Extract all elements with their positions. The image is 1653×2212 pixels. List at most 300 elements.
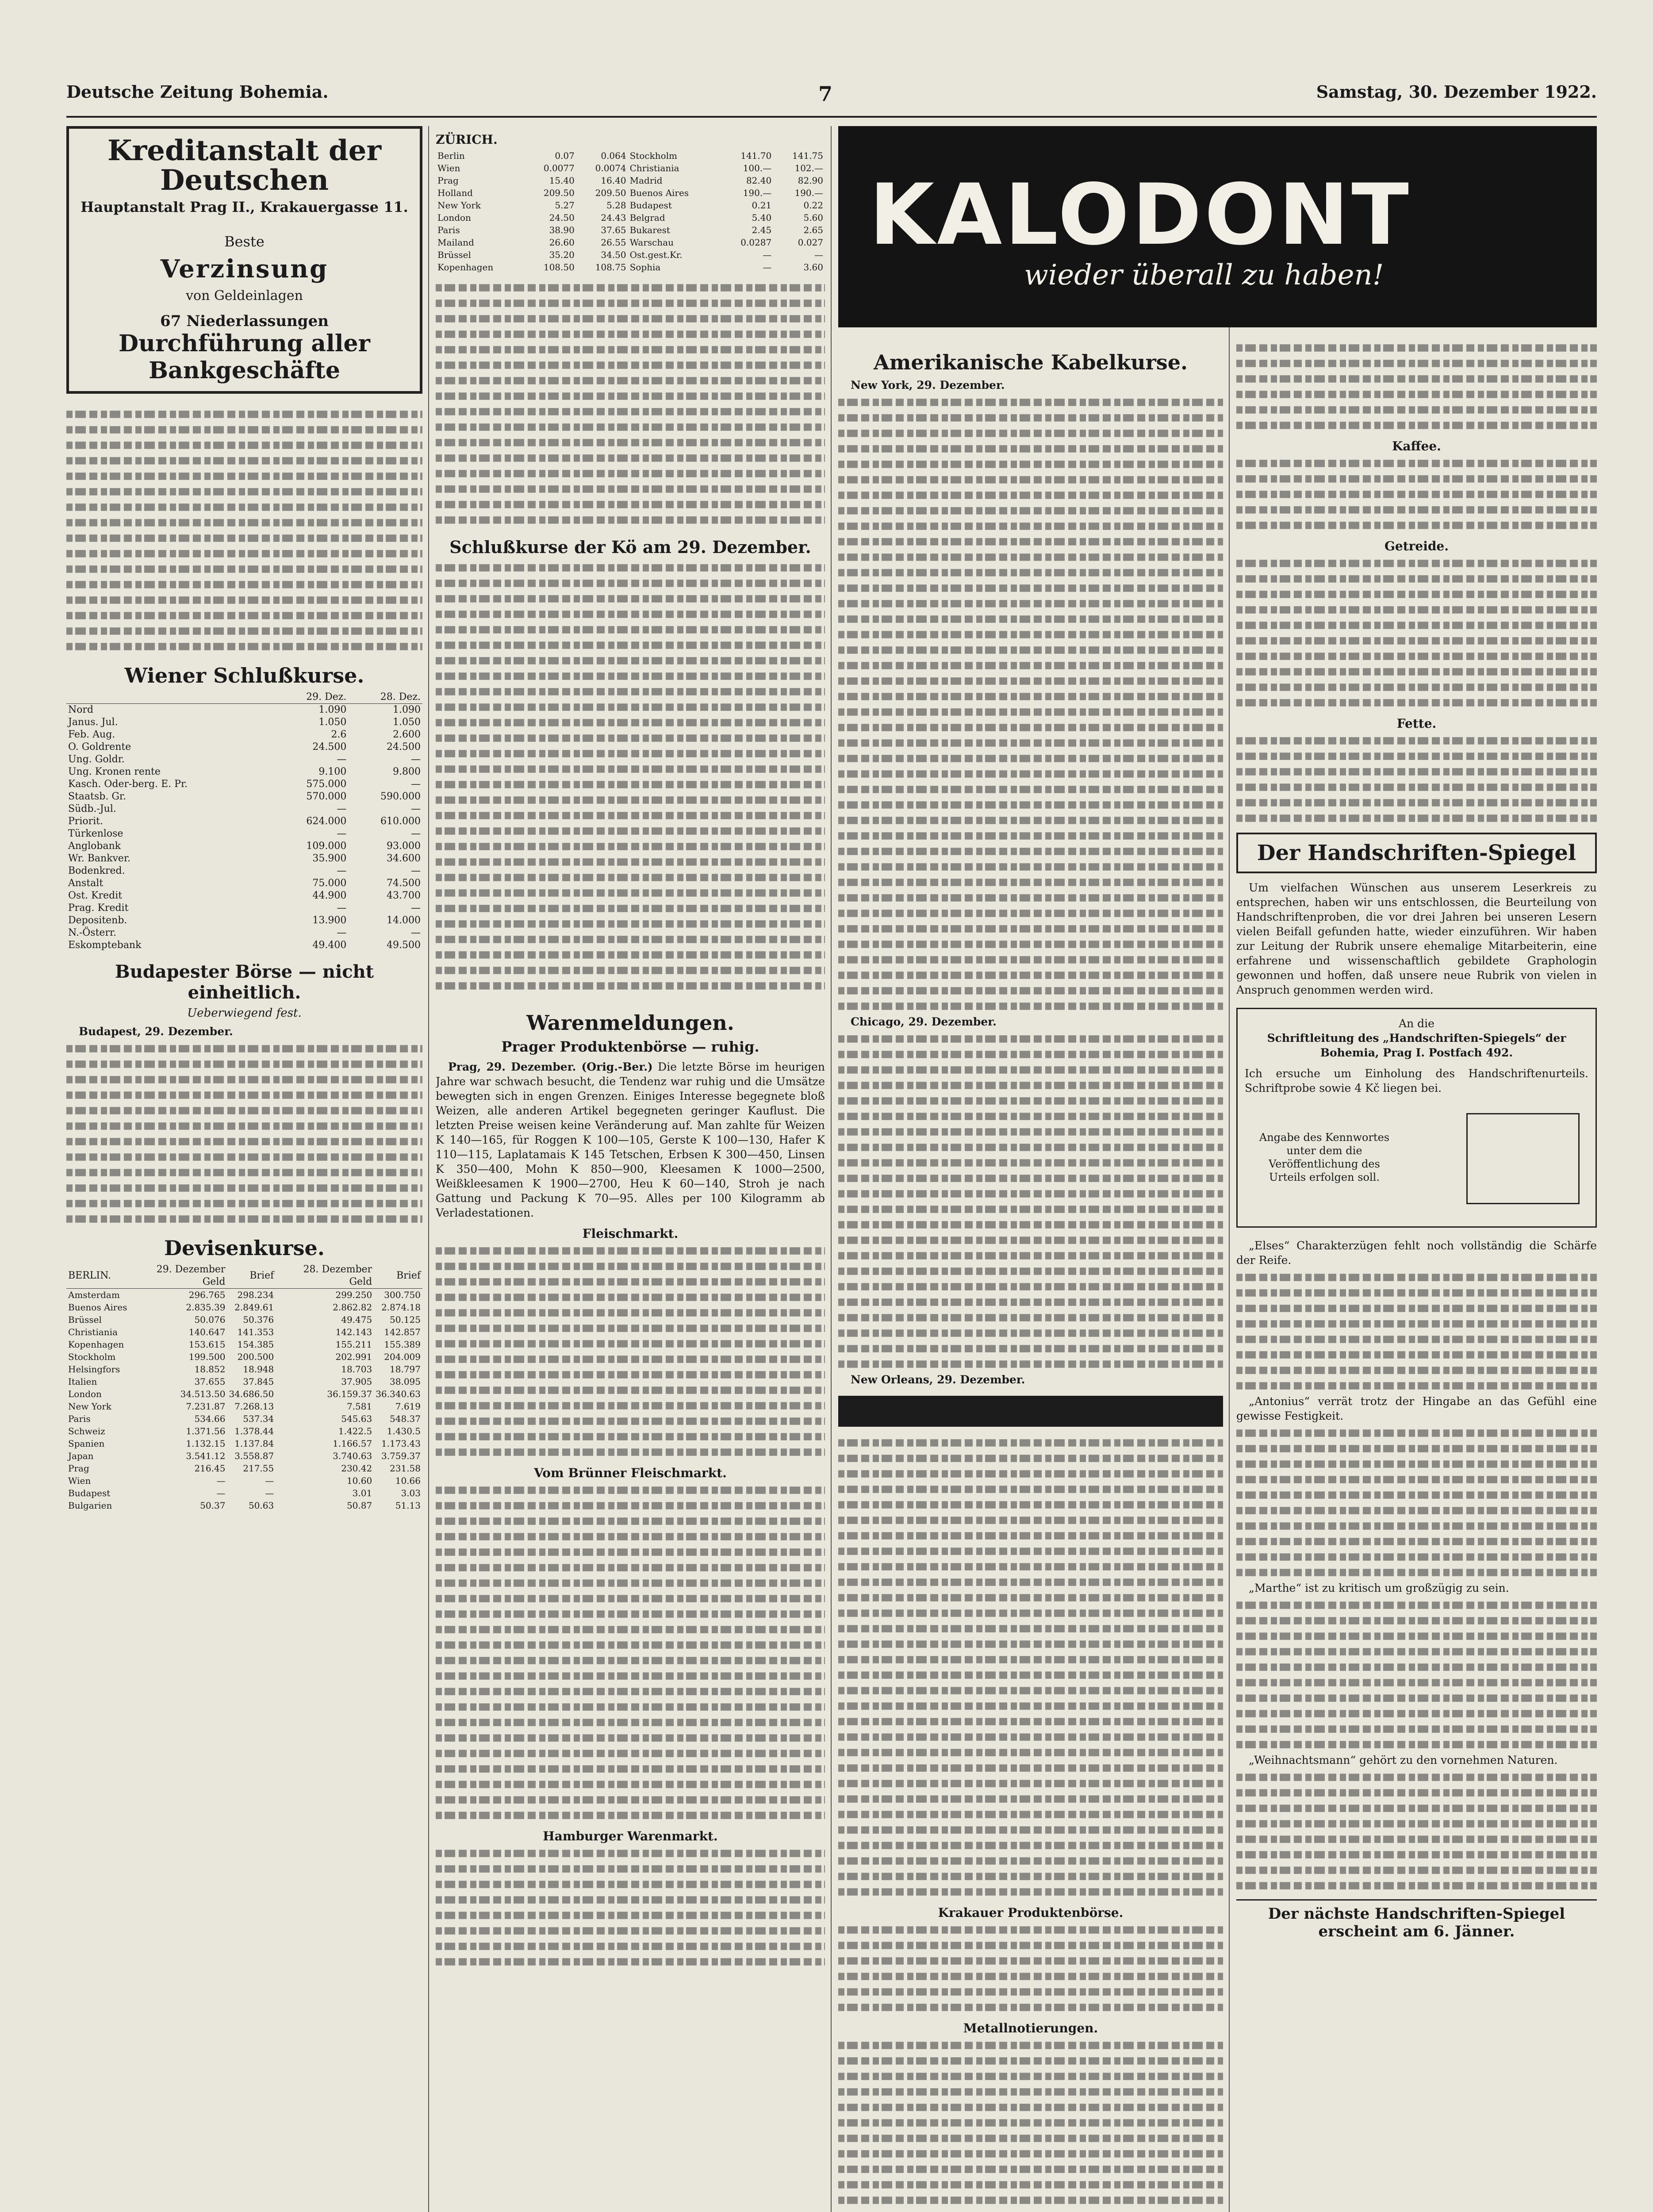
ad-slogan: Durchführung aller Bankgeschäfte	[119, 330, 370, 384]
text-line	[838, 1097, 1223, 1105]
text-line	[436, 641, 825, 649]
zurich-cell: 82.90	[798, 175, 823, 186]
zurich-cell: 2.45	[752, 225, 772, 235]
ad-detail: von Geldeinlagen	[186, 288, 303, 304]
table-row	[66, 902, 422, 914]
devisen-cell: Brüssel	[68, 1314, 102, 1325]
devisen-cell: Bulgarien	[68, 1500, 112, 1511]
zurich-cell: 108.50	[543, 262, 575, 273]
text-line	[1236, 637, 1597, 645]
zurich-table	[436, 150, 825, 273]
waren-body: Die letzte Börse im heurigen Jahre war schwach besucht, die Tendenz war ruhig und die Umsätze bewegten sich in engen Grenzen. Einiges Interesse begegnete bloß Weizen, alle anderen Artikel begegneten geringer Kauflust. Die letzten Preise weisen keine Veränderung auf. Man zahlte für Weizen K 140—165, für Roggen K 100—105, Gerste K 100—130, Hafer K 110—115, Laplatamais K 145 Tetschen, Erbsen K 300—450, Linsen K 350—400, Mohn K 850—900, Kleesamen K 1000—2500, Weißkleesamen K 1900—2700, Heu K 60—140, Stroh je nach Gattung und Packung K 70—95. Alles per 100 Kilogramm ab Verladestationen.	[436, 1060, 825, 1219]
zurich-cell: —	[814, 250, 823, 260]
text-line	[838, 1702, 1223, 1710]
col-header: Brief	[227, 1263, 276, 1289]
text-line	[436, 1340, 825, 1348]
table-row	[66, 1437, 422, 1450]
table-row	[66, 741, 422, 753]
zurich-cell: 15.40	[549, 175, 575, 186]
wiener-cell: 9.100	[318, 766, 347, 778]
text-line	[838, 894, 1223, 902]
text-line	[838, 2181, 1223, 2189]
devisen-cell: 34.513.50	[180, 1389, 226, 1400]
text-line	[838, 693, 1223, 700]
wiener-cell: 49.500	[387, 940, 421, 951]
table-row	[66, 865, 422, 877]
header-paper-name: Deutsche Zeitung Bohemia.	[66, 82, 329, 102]
text-line	[1236, 591, 1597, 598]
text-line	[1236, 406, 1597, 414]
text-line	[1236, 1632, 1597, 1640]
table-row	[436, 187, 825, 199]
text-line	[436, 626, 825, 634]
text-line	[1236, 1429, 1597, 1437]
text-line	[838, 1578, 1223, 1586]
wiener-cell: —	[337, 803, 347, 815]
wiener-cell: Anglobank	[68, 841, 121, 852]
wiener-cell: Ung. Kronen rente	[68, 766, 161, 778]
closing-note: Der nächste Handschriften-Spiegel erscheint am 6. Jänner.	[1236, 1899, 1597, 1940]
table-row	[66, 1375, 422, 1388]
wiener-cell: Feb. Aug.	[68, 729, 115, 741]
text-line	[1236, 491, 1597, 498]
kennwort-field[interactable]	[1466, 1113, 1580, 1204]
text-line	[838, 522, 1223, 530]
table-row	[66, 1338, 422, 1351]
text-line	[838, 1625, 1223, 1632]
wiener-cell: 610.000	[380, 816, 421, 827]
text-line	[436, 905, 825, 912]
table-row	[66, 815, 422, 828]
handschriften-heading: Der Handschriften-Spiegel	[1257, 841, 1576, 865]
text-line	[436, 1579, 825, 1587]
devisen-cell: 142.857	[384, 1327, 421, 1338]
text-line	[838, 1237, 1223, 1244]
table-row	[66, 1301, 422, 1313]
table-row	[436, 174, 825, 187]
zurich-cell: 108.75	[595, 262, 626, 273]
zurich-cell: 0.0287	[740, 237, 772, 248]
devisen-cell: 155.389	[384, 1339, 421, 1350]
text-line	[838, 2166, 1223, 2173]
devisen-cell: 202.991	[335, 1352, 372, 1363]
text-line	[1236, 653, 1597, 660]
devisen-cell: 1.166.57	[333, 1438, 372, 1449]
text-line	[1236, 799, 1597, 806]
devisen-cell: Prag	[68, 1463, 89, 1474]
text-line	[838, 1035, 1223, 1043]
text-line	[436, 1865, 825, 1873]
text-line	[1236, 1866, 1597, 1874]
wiener-cell: 1.090	[318, 704, 347, 716]
form-to: An die	[1399, 1017, 1434, 1030]
devisen-cell: 1.378.44	[234, 1426, 274, 1437]
text-line	[1236, 1445, 1597, 1452]
zurich-cell: —	[763, 250, 772, 260]
text-line	[838, 430, 1223, 437]
text-line	[838, 1826, 1223, 1834]
fleischmarkt-heading: Fleischmarkt.	[582, 1226, 679, 1241]
devisen-cell: 155.211	[335, 1339, 372, 1350]
wiener-cell: —	[337, 902, 347, 914]
text-line	[436, 1533, 825, 1540]
table-row	[66, 1499, 422, 1512]
text-line	[838, 1298, 1223, 1306]
table-row	[436, 150, 825, 162]
zurich-cell: 0.064	[601, 150, 626, 161]
ad-verzinsung: Verzinsung	[160, 254, 329, 284]
devisen-cell: —	[265, 1475, 274, 1486]
devisen-cell: 50.376	[243, 1314, 274, 1325]
zurich-cell: Madrid	[629, 175, 663, 186]
text-line	[1236, 768, 1597, 776]
text-line	[838, 677, 1223, 685]
text-line	[436, 827, 825, 835]
text-line	[1236, 1382, 1597, 1390]
zurich-cell: Prag	[437, 175, 459, 186]
text-line	[1236, 1351, 1597, 1359]
text-line	[838, 507, 1223, 515]
text-line	[838, 461, 1223, 468]
text-line	[838, 1973, 1223, 1980]
devisen-cell: 7.581	[346, 1401, 372, 1412]
text-line	[1236, 1336, 1597, 1343]
text-line	[838, 1687, 1223, 1694]
wiener-cell: Janus. Jul.	[68, 717, 118, 728]
zurich-cell: Berlin	[437, 150, 465, 161]
wiener-cell: —	[411, 865, 421, 877]
text-line	[436, 703, 825, 711]
wiener-cell: —	[411, 902, 421, 914]
getreide-heading: Getreide.	[1384, 539, 1449, 553]
wiener-cell: 93.000	[387, 841, 421, 852]
devisen-cell: 199.500	[188, 1352, 226, 1363]
text-line	[436, 843, 825, 850]
table-row	[66, 1487, 422, 1499]
wiener-cell: 35.900	[312, 853, 347, 864]
text-line	[436, 1688, 825, 1695]
devisen-cell: 537.34	[243, 1413, 274, 1425]
text-line	[436, 564, 825, 572]
table-row	[66, 1363, 422, 1375]
text-line	[838, 1144, 1223, 1151]
table-row	[66, 1475, 422, 1487]
text-line	[838, 1942, 1223, 1949]
text-line	[436, 951, 825, 959]
form-address: Schriftleitung des „Handschriften-Spiegels“ der Bohemia, Prag I. Postfach 492.	[1267, 1032, 1566, 1059]
fette-heading: Fette.	[1396, 716, 1437, 731]
text-line	[1236, 814, 1597, 822]
text-line	[1236, 1648, 1597, 1655]
wiener-cell: 570.000	[306, 791, 347, 803]
col-header: Brief	[374, 1263, 422, 1289]
text-line	[1236, 360, 1597, 367]
zurich-cell: 141.70	[740, 150, 772, 161]
text-line	[838, 662, 1223, 669]
text-line	[838, 631, 1223, 638]
text-line	[436, 967, 825, 974]
text-line	[838, 941, 1223, 948]
wiener-cell: 49.400	[312, 940, 347, 951]
text-line	[838, 1749, 1223, 1756]
zurich-cell: 3.60	[803, 262, 823, 273]
text-line	[436, 812, 825, 819]
text-line	[1236, 575, 1597, 583]
ad-title: Kreditanstalt der Deutschen	[107, 134, 382, 197]
text-line	[838, 445, 1223, 453]
devisen-cell: 34.686.50	[229, 1389, 274, 1400]
kreditanstalt-ad	[66, 126, 422, 394]
zurich-cell: 0.07	[555, 150, 575, 161]
wiener-cell: —	[411, 779, 421, 790]
zurich-cell: Warschau	[629, 237, 674, 248]
handschriften-answers	[1236, 1238, 1597, 1893]
text-line	[838, 987, 1223, 995]
devisen-cell: 1.430.5	[387, 1426, 421, 1437]
table-row	[66, 803, 422, 815]
table-row	[66, 1326, 422, 1338]
text-line	[436, 1719, 825, 1726]
text-line	[1236, 1522, 1597, 1530]
devisen-cell: 7.619	[395, 1401, 421, 1412]
text-line	[1236, 699, 1597, 707]
text-line	[1236, 1289, 1597, 1297]
text-line	[838, 1888, 1223, 1896]
text-line	[838, 1640, 1223, 1648]
column-divider	[1229, 126, 1230, 2212]
table-row	[66, 1313, 422, 1326]
wiener-cell: —	[411, 927, 421, 939]
zurich-cell: Budapest	[629, 200, 672, 211]
amerikanische-dateline: New York, 29. Dezember.	[851, 379, 1005, 392]
text-line	[838, 1842, 1223, 1849]
wiener-cell: Ung. Goldr.	[68, 754, 125, 765]
text-line	[436, 1294, 825, 1301]
zurich-cell: 0.21	[752, 200, 772, 211]
zurich-heading: ZÜRICH.	[436, 132, 498, 147]
text-line	[838, 584, 1223, 592]
text-line	[436, 1595, 825, 1602]
wiener-cell: 34.600	[387, 853, 421, 864]
text-line	[1236, 1663, 1597, 1671]
text-line	[838, 2073, 1223, 2080]
text-line	[436, 1448, 825, 1456]
zurich-cell: New York	[437, 200, 481, 211]
wiener-cell: Prag. Kredit	[68, 902, 129, 914]
text-line	[436, 1486, 825, 1494]
wiener-cell: N.-Österr.	[68, 927, 117, 939]
text-line	[1236, 391, 1597, 398]
devisen-cell: Stockholm	[68, 1352, 116, 1363]
text-line	[436, 1812, 825, 1819]
devisen-cell: 2.849.61	[234, 1302, 274, 1313]
devisen-cell: 50.076	[194, 1314, 226, 1325]
text-line	[436, 734, 825, 742]
devisen-cell: 7.268.13	[234, 1401, 274, 1412]
text-line	[838, 2057, 1223, 2065]
schlusskurse-heading: Schlußkurse der Kö am 29. Dezember.	[449, 537, 811, 557]
text-line	[838, 1159, 1223, 1167]
wiener-cell: 575.000	[306, 779, 347, 790]
column-3	[838, 341, 1223, 2212]
text-line	[838, 1957, 1223, 1965]
wiener-cell: 2.600	[393, 729, 421, 741]
devisen-cell: 545.63	[341, 1413, 372, 1425]
wiener-cell: Wr. Bankver.	[68, 853, 131, 864]
devisen-cell: 2.862.82	[333, 1302, 372, 1313]
wiener-cell: 43.700	[387, 890, 421, 902]
wiener-cell: Staatsb. Gr.	[68, 791, 127, 803]
devisen-cell: 38.095	[390, 1376, 421, 1387]
zurich-cell: 141.75	[792, 150, 823, 161]
text-line	[838, 832, 1223, 840]
text-line	[436, 1943, 825, 1950]
col-header: 29. Dez.	[274, 691, 349, 704]
text-line	[436, 1278, 825, 1286]
text-line	[838, 1470, 1223, 1478]
table-row	[66, 1462, 422, 1475]
text-line	[436, 1371, 825, 1379]
table-row	[66, 939, 422, 952]
running-header	[66, 82, 1597, 113]
text-line	[1236, 668, 1597, 676]
produktenboerse-heading: Prager Produktenbörse — ruhig.	[501, 1038, 759, 1055]
wiener-cell: 1.050	[318, 717, 347, 728]
text-line	[436, 1796, 825, 1804]
devisen-cell: 3.740.63	[333, 1451, 372, 1462]
zurich-cell: 37.65	[601, 225, 626, 235]
table-row	[66, 914, 422, 927]
budapest-dateline: Budapest, 29. Dezember.	[79, 1025, 233, 1038]
text-line	[436, 1309, 825, 1317]
table-row	[66, 716, 422, 729]
text-line	[436, 1626, 825, 1633]
text-line	[838, 1439, 1223, 1447]
devisen-cell: 37.655	[194, 1376, 226, 1387]
chicago-dateline: Chicago, 29. Dezember.	[851, 1015, 997, 1028]
text-line	[1236, 1274, 1597, 1281]
text-line	[838, 1988, 1223, 1996]
text-line	[1236, 1851, 1597, 1859]
wiener-cell: 24.500	[312, 741, 347, 753]
text-line	[838, 2104, 1223, 2111]
text-line	[1236, 1836, 1597, 1843]
devisen-cell: Schweiz	[68, 1426, 105, 1437]
amerikanische-heading: Amerikanische Kabelkurse.	[874, 350, 1188, 374]
text-line	[838, 2042, 1223, 2049]
text-line	[436, 796, 825, 804]
ad-branches: 67 Niederlassungen	[160, 312, 329, 330]
text-line	[1236, 506, 1597, 514]
zurich-cell: 190.—	[794, 188, 823, 198]
zurich-cell: Bukarest	[629, 225, 670, 235]
text-line	[838, 600, 1223, 607]
zurich-cell: Wien	[437, 163, 460, 173]
zurich-cell: London	[437, 212, 471, 223]
text-line	[838, 615, 1223, 623]
table-row	[66, 753, 422, 766]
devisen-cell: 37.905	[341, 1376, 372, 1387]
zurich-cell: 0.027	[798, 237, 823, 248]
column-1	[66, 126, 422, 2212]
wiener-cell: 1.090	[393, 704, 421, 716]
text-line	[1236, 522, 1597, 529]
zurich-cell: 5.28	[606, 200, 626, 211]
wiener-table	[66, 691, 422, 952]
zurich-cell: Brüssel	[437, 250, 471, 260]
devisen-cell: 3.01	[352, 1488, 372, 1499]
zurich-cell: 5.40	[752, 212, 772, 223]
text-line	[436, 1402, 825, 1409]
text-line	[838, 1486, 1223, 1493]
text-line	[838, 476, 1223, 484]
wiener-cell: 75.000	[312, 878, 347, 889]
devisen-cell: 1.371.56	[186, 1426, 226, 1437]
text-line	[838, 1267, 1223, 1275]
text-line	[436, 1672, 825, 1680]
table-row	[436, 261, 825, 273]
wiener-cell: Eskomptebank	[68, 940, 142, 951]
wiener-cell: 2.6	[331, 729, 347, 741]
handschriften-form[interactable]	[1236, 1008, 1597, 1228]
kalodont-ad-wrap	[838, 126, 1597, 327]
text-line	[1236, 1305, 1597, 1312]
zurich-cell: Stockholm	[629, 150, 677, 161]
text-line	[838, 1857, 1223, 1865]
text-line	[436, 982, 825, 990]
table-row	[436, 249, 825, 261]
column-4	[1236, 341, 1597, 2212]
text-line	[436, 1386, 825, 1394]
text-line	[1236, 475, 1597, 483]
wiener-heading: Wiener Schlußkurse.	[124, 664, 364, 688]
col-header: 28. Dez.	[348, 691, 422, 704]
text-line	[1236, 1679, 1597, 1686]
devisen-cell: Helsingfors	[68, 1364, 120, 1375]
text-line	[1236, 737, 1597, 745]
warenmeldungen-heading: Warenmeldungen.	[526, 1011, 734, 1035]
devisen-cell: 18.703	[341, 1364, 372, 1375]
zurich-cell: 24.50	[549, 212, 575, 223]
new-orleans-dateline: New Orleans, 29. Dezember.	[851, 1373, 1025, 1386]
devisen-cell: 18.948	[243, 1364, 274, 1375]
zurich-cell: 35.20	[549, 250, 575, 260]
devisen-cell: Italien	[68, 1376, 97, 1387]
amerikanische-text	[838, 378, 1223, 1387]
devisen-cell: 216.45	[194, 1463, 226, 1474]
text-line	[838, 1780, 1223, 1787]
devisen-cell: Paris	[68, 1413, 91, 1425]
answer-antonius: „Antonius“ verrät trotz der Hingabe an das Gefühl eine gewisse Festigkeit.	[1236, 1395, 1597, 1422]
budapest-text	[66, 1024, 422, 1226]
kalodont-tagline: wieder überall zu haben!	[1024, 259, 1384, 292]
text-line	[1236, 1320, 1597, 1328]
text-line	[838, 1082, 1223, 1089]
devisen-cell: 10.60	[346, 1475, 372, 1486]
column-2	[436, 126, 825, 2212]
devisen-cell: 18.852	[194, 1364, 226, 1375]
kalodont-ad	[838, 126, 1597, 327]
text-line	[1236, 1460, 1597, 1468]
form-text: Ich ersuche um Einholung des Handschriftenurteils. Schriftprobe sowie 4 Kč liegen bei.	[1245, 1067, 1588, 1094]
wiener-cell: Kasch. Oder-berg. E. Pr.	[68, 779, 188, 790]
devisen-cell: Christiania	[68, 1327, 118, 1338]
text-line	[436, 580, 825, 587]
text-line	[436, 1247, 825, 1255]
header-rule	[66, 116, 1597, 118]
text-line	[436, 874, 825, 881]
zurich-cell: Paris	[437, 225, 460, 235]
